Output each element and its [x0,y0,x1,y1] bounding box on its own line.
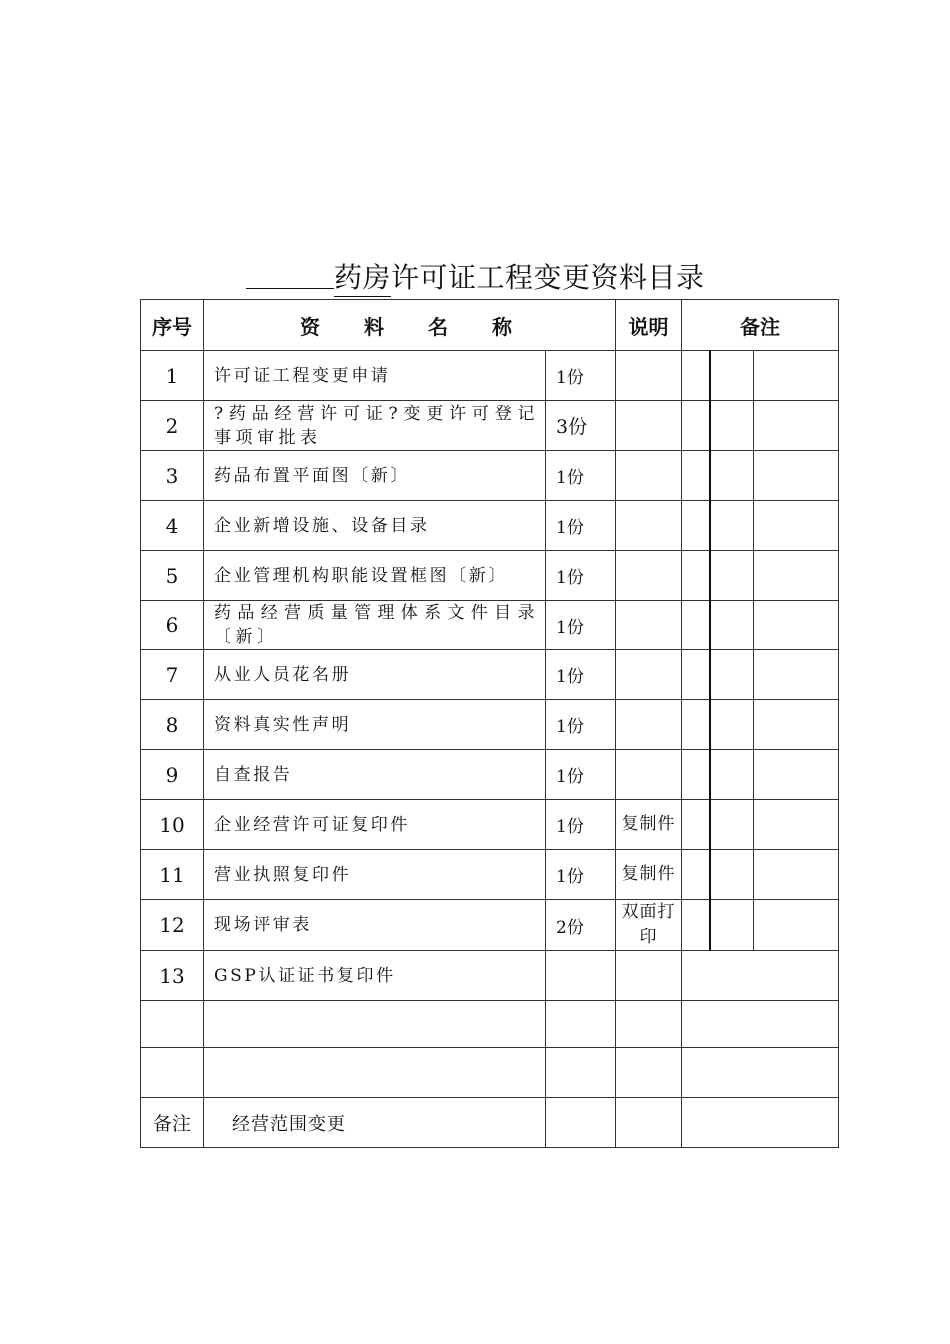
remark-cell [682,700,710,750]
page-title [334,256,705,296]
table-row [141,551,839,601]
remark-cell [682,401,710,451]
row-index: 5 [141,551,204,601]
header-name: 资料名称 [204,300,616,351]
row-note [616,451,682,501]
row-index: 10 [141,800,204,850]
row-index: 7 [141,650,204,700]
row-note [616,700,682,750]
row-name: GSP认证证书复印件 [204,951,546,1001]
blank-cell [616,1001,682,1048]
row-note: 复制件 [616,850,682,900]
row-note [616,501,682,551]
blank-cell [546,1001,616,1048]
blank-cell [204,1001,546,1048]
table-row [141,401,839,451]
header-row [141,300,839,351]
row-index: 11 [141,850,204,900]
blank-cell [616,1048,682,1098]
blank-cell [682,1001,839,1048]
remark-cell [754,351,839,401]
remark-cell [710,650,754,700]
remark-cell [682,800,710,850]
row-note [616,401,682,451]
row-name: 现场评审表 [204,900,546,951]
footer-remark-label: 备注 [141,1098,204,1148]
remark-cell [710,551,754,601]
remark-cell [682,650,710,700]
row-qty: 1份 [546,501,616,551]
footer-remark-value: 经营范围变更 [204,1098,546,1148]
remark-cell [754,501,839,551]
remark-cell [710,451,754,501]
row-index: 2 [141,401,204,451]
remark-cell [682,551,710,601]
title-fill-blank [246,288,334,289]
remark-cell [754,850,839,900]
row-qty: 1份 [546,551,616,601]
blank-cell [204,1048,546,1098]
title-row [0,252,950,296]
table-row [141,750,839,800]
header-explain: 说明 [616,300,682,351]
remark-cell [710,900,754,951]
row-index: 1 [141,351,204,401]
table-row [141,850,839,900]
row-qty: 2份 [546,900,616,951]
title-underlined-part: 药房 [334,261,391,297]
blank-cell [546,1048,616,1098]
row-name: 营业执照复印件 [204,850,546,900]
blank-cell [616,1098,682,1148]
row-name: 药品经营质量管理体系文件目录〔新〕 [204,601,546,650]
blank-cell [141,1048,204,1098]
row-name: 企业管理机构职能设置框图〔新〕 [204,551,546,601]
row-index: 13 [141,951,204,1001]
remark-cell [710,501,754,551]
row-name: 自查报告 [204,750,546,800]
remark-cell [710,351,754,401]
remark-cell [754,551,839,601]
remark-cell [710,850,754,900]
table-row [141,451,839,501]
row-note [616,601,682,650]
row-qty: 1份 [546,451,616,501]
row-name: 药品布置平面图〔新〕 [204,451,546,501]
remark-cell [754,800,839,850]
remark-cell [754,900,839,951]
row-name: 从业人员花名册 [204,650,546,700]
remark-cell [710,401,754,451]
catalog-table [140,299,839,1148]
row-qty: 1份 [546,650,616,700]
remark-cell [754,601,839,650]
row-name: 资料真实性声明 [204,700,546,750]
remark-cell [682,351,710,401]
remark-cell [682,850,710,900]
remark-cell [710,800,754,850]
blank-cell [546,1098,616,1148]
row-index: 6 [141,601,204,650]
row-qty: 1份 [546,850,616,900]
row-qty: 1份 [546,601,616,650]
remark-cell [754,401,839,451]
remark-cell [710,601,754,650]
remark-cell [682,601,710,650]
row-qty [546,951,616,1001]
row-note [616,750,682,800]
row-qty: 1份 [546,700,616,750]
header-remark: 备注 [682,300,839,351]
row-name: 企业新增设施、设备目录 [204,501,546,551]
row-qty: 1份 [546,351,616,401]
table-row [141,700,839,750]
blank-row [141,1048,839,1098]
blank-cell [682,1048,839,1098]
row-index: 12 [141,900,204,951]
remark-cell [754,750,839,800]
table-row [141,800,839,850]
row-qty: 1份 [546,800,616,850]
table-row [141,951,839,1001]
row-note [616,650,682,700]
blank-cell [682,1098,839,1148]
header-index: 序号 [141,300,204,351]
remark-row [141,1098,839,1148]
table-row [141,601,839,650]
remark-cell [682,750,710,800]
remark-cell [682,900,710,951]
row-qty: 3份 [546,401,616,451]
row-name: ?药品经营许可证?变更许可登记事项审批表 [204,401,546,451]
remark-cell [754,451,839,501]
row-index: 3 [141,451,204,501]
row-note [616,351,682,401]
row-qty: 1份 [546,750,616,800]
row-note: 复制件 [616,800,682,850]
row-note [616,551,682,601]
table-row [141,501,839,551]
remark-cell [682,501,710,551]
table-row [141,650,839,700]
remark-cell [710,750,754,800]
row-index: 9 [141,750,204,800]
title-rest-part: 许可证工程变更资料目录 [391,261,705,294]
row-note [616,951,682,1001]
remark-cell [682,951,839,1001]
table-row [141,900,839,951]
blank-cell [141,1001,204,1048]
row-note: 双面打印 [616,900,682,951]
row-index: 8 [141,700,204,750]
remark-cell [710,700,754,750]
table-row [141,351,839,401]
row-name: 许可证工程变更申请 [204,351,546,401]
blank-row [141,1001,839,1048]
remark-cell [754,650,839,700]
remark-cell [682,451,710,501]
remark-cell [754,700,839,750]
row-name: 企业经营许可证复印件 [204,800,546,850]
row-index: 4 [141,501,204,551]
